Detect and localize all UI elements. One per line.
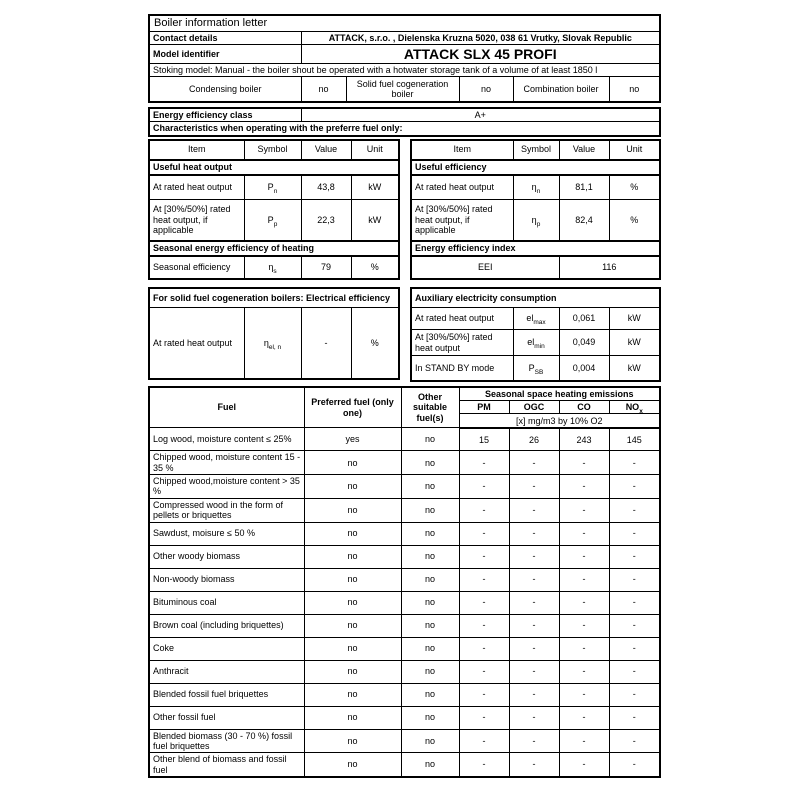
value-cell: 0,061	[559, 308, 609, 330]
fuel-value-cell: no	[401, 428, 459, 451]
data-row	[411, 175, 660, 200]
fuel-value-cell: -	[459, 729, 509, 753]
right-column	[410, 139, 659, 382]
fuel-value-cell: -	[509, 614, 559, 637]
fuel-value-cell: no	[304, 683, 401, 706]
cogeneration-boiler-label: Solid fuel cogeneration boiler	[346, 77, 459, 102]
fuel-name-cell: Blended biomass (30 - 70 %) fossil fuel briquettes	[149, 729, 304, 753]
fuel-value-cell: no	[401, 753, 459, 777]
fuel-value-cell: -	[459, 637, 509, 660]
fuel-row	[149, 614, 660, 637]
item-cell: At rated heat output	[149, 175, 244, 200]
fuel-value-cell: -	[459, 522, 509, 545]
unit-cell: kW	[609, 330, 660, 356]
fuel-value-cell: no	[304, 660, 401, 683]
unit-cell: %	[351, 308, 399, 379]
data-row	[149, 308, 399, 379]
fuel-value-cell: 243	[559, 428, 609, 451]
unit-cell: kW	[609, 308, 660, 330]
fuel-value-cell: -	[609, 475, 660, 499]
unit-cell: %	[609, 200, 660, 241]
data-row	[411, 330, 660, 356]
fuel-value-cell: -	[559, 591, 609, 614]
fuel-row	[149, 522, 660, 545]
fuel-value-cell: no	[401, 706, 459, 729]
fuel-value-cell: no	[304, 498, 401, 522]
fuel-value-cell: -	[459, 545, 509, 568]
unit-cell: %	[609, 175, 660, 200]
fuel-row	[149, 637, 660, 660]
symbol-cell: $P_{SB}$	[513, 356, 559, 381]
fuel-value-cell: -	[509, 729, 559, 753]
unit-column-header: Unit	[609, 140, 660, 160]
fuel-value-cell: -	[559, 451, 609, 475]
fuel-name-cell: Anthracit	[149, 660, 304, 683]
fuel-column-header: Fuel	[149, 387, 304, 428]
fuel-header-row	[149, 387, 660, 401]
fuel-value-cell: -	[459, 451, 509, 475]
emissions-title: Seasonal space heating emissions	[459, 387, 660, 401]
boiler-type-row	[149, 77, 660, 102]
fuel-value-cell: -	[609, 729, 660, 753]
fuel-row	[149, 545, 660, 568]
fuel-row	[149, 498, 660, 522]
symbol-cell: $\eta_p$	[513, 200, 559, 241]
electrical-efficiency-section: For solid fuel cogeneration boilers: Electrical efficiency	[149, 288, 399, 308]
model-identifier-label: Model identifier	[149, 44, 301, 63]
fuel-value-cell: -	[509, 753, 559, 777]
fuel-value-cell: -	[559, 614, 609, 637]
eei-label: EEI	[411, 256, 559, 279]
section-row	[149, 160, 399, 175]
fuel-value-cell: no	[401, 683, 459, 706]
value-column-header: Value	[559, 140, 609, 160]
fuel-value-cell: no	[304, 522, 401, 545]
title-row	[149, 15, 660, 31]
value-cell: 81,1	[559, 175, 609, 200]
fuel-value-cell: no	[304, 614, 401, 637]
fuel-value-cell: -	[559, 660, 609, 683]
fuel-value-cell: -	[509, 475, 559, 499]
fuel-row	[149, 428, 660, 451]
fuel-value-cell: no	[401, 637, 459, 660]
fuel-value-cell: -	[509, 660, 559, 683]
fuel-value-cell: -	[609, 451, 660, 475]
fuel-value-cell: -	[559, 637, 609, 660]
contact-details-value: ATTACK, s.r.o. , Dielenska Kruzna 5020, 038 61 Vrutky, Slovak Republic	[301, 31, 660, 44]
fuel-name-cell: Other woody biomass	[149, 545, 304, 568]
value-cell: 22,3	[301, 200, 351, 241]
section-row	[411, 241, 660, 256]
item-cell: Seasonal efficiency	[149, 256, 244, 279]
seasonal-efficiency-section: Seasonal energy efficiency of heating	[149, 241, 399, 256]
spacer	[410, 280, 659, 287]
symbol-cell: $\eta_s$	[244, 256, 301, 279]
fuel-value-cell: -	[609, 498, 660, 522]
fuel-value-cell: -	[609, 706, 660, 729]
fuel-value-cell: -	[559, 706, 609, 729]
data-row	[149, 256, 399, 279]
fuel-value-cell: -	[609, 568, 660, 591]
item-cell: At [30%/50%] rated heat output, if applicable	[149, 200, 244, 241]
fuel-value-cell: -	[559, 568, 609, 591]
section-row	[149, 288, 399, 308]
symbol-cell: $el_{max}$	[513, 308, 559, 330]
item-column-header: Item	[149, 140, 244, 160]
efficiency-class-row	[149, 108, 660, 122]
fuel-value-cell: -	[559, 683, 609, 706]
fuel-value-cell: no	[304, 753, 401, 777]
fuel-value-cell: -	[509, 545, 559, 568]
fuel-value-cell: no	[304, 545, 401, 568]
fuel-value-cell: no	[401, 591, 459, 614]
efficiency-class-label: Energy efficiency class	[149, 108, 301, 122]
ogc-column-header: OGC	[509, 401, 559, 414]
fuel-value-cell: -	[509, 591, 559, 614]
column-header-row	[149, 140, 399, 160]
fuel-value-cell: -	[509, 706, 559, 729]
auxiliary-consumption-section: Auxiliary electricity consumption	[411, 288, 660, 308]
item-column-header: Item	[411, 140, 513, 160]
fuel-value-cell: no	[304, 451, 401, 475]
characteristics-title-row	[149, 122, 660, 136]
fuel-value-cell: no	[401, 568, 459, 591]
contact-details-label: Contact details	[149, 31, 301, 44]
efficiency-class-value: A+	[301, 108, 660, 122]
data-row	[411, 200, 660, 241]
item-cell: At rated heat output	[411, 175, 513, 200]
fuel-value-cell: -	[559, 498, 609, 522]
model-row	[149, 44, 660, 63]
value-cell: 43,8	[301, 175, 351, 200]
value-column-header: Value	[301, 140, 351, 160]
fuel-row	[149, 451, 660, 475]
pm-column-header: PM	[459, 401, 509, 414]
value-cell: -	[301, 308, 351, 379]
fuel-value-cell: -	[609, 545, 660, 568]
fuel-value-cell: -	[459, 660, 509, 683]
eei-value: 116	[559, 256, 660, 279]
fuel-row	[149, 568, 660, 591]
combination-boiler-value: no	[609, 77, 660, 102]
fuel-value-cell: -	[509, 451, 559, 475]
left-column	[148, 139, 398, 382]
cogeneration-boiler-value: no	[459, 77, 513, 102]
fuel-row	[149, 660, 660, 683]
fuel-value-cell: -	[609, 522, 660, 545]
unit-cell: kW	[609, 356, 660, 381]
fuel-value-cell: -	[459, 753, 509, 777]
efficiency-class-table	[148, 107, 661, 137]
fuel-name-cell: Chipped wood,moisture content > 35 %	[149, 475, 304, 499]
stoking-row	[149, 64, 660, 77]
fuel-emissions-table	[148, 386, 661, 778]
fuel-value-cell: -	[459, 706, 509, 729]
preferred-fuel-column-header: Preferred fuel (only one)	[304, 387, 401, 428]
fuel-value-cell: -	[609, 753, 660, 777]
fuel-value-cell: 15	[459, 428, 509, 451]
fuel-value-cell: no	[304, 729, 401, 753]
characteristics-title: Characteristics when operating with the preferre fuel only:	[149, 122, 660, 136]
fuel-value-cell: -	[609, 591, 660, 614]
fuel-value-cell: no	[401, 498, 459, 522]
fuel-rows-body	[149, 428, 660, 777]
value-cell: 82,4	[559, 200, 609, 241]
auxiliary-consumption-table	[410, 287, 661, 382]
fuel-value-cell: -	[459, 568, 509, 591]
section-row	[411, 160, 660, 175]
fuel-value-cell: -	[459, 614, 509, 637]
fuel-name-cell: Other fossil fuel	[149, 706, 304, 729]
fuel-value-cell: -	[609, 660, 660, 683]
fuel-row	[149, 591, 660, 614]
symbol-cell: $\eta_n$	[513, 175, 559, 200]
useful-efficiency-section: Useful efficiency	[411, 160, 660, 175]
fuel-value-cell: -	[559, 475, 609, 499]
fuel-value-cell: no	[401, 660, 459, 683]
item-cell: In STAND BY mode	[411, 356, 513, 381]
nox-column-header: $NO_x$	[609, 401, 660, 414]
item-cell: At [30%/50%] rated heat output	[411, 330, 513, 356]
fuel-value-cell: no	[304, 637, 401, 660]
symbol-cell: $\eta_{el, n}$	[244, 308, 301, 379]
electrical-efficiency-table	[148, 287, 400, 380]
unit-cell: %	[351, 256, 399, 279]
fuel-value-cell: -	[459, 683, 509, 706]
fuel-name-cell: Compressed wood in the form of pellets or briquettes	[149, 498, 304, 522]
unit-cell: kW	[351, 200, 399, 241]
symbol-column-header: Symbol	[513, 140, 559, 160]
item-cell: At rated heat output	[149, 308, 244, 379]
condensing-boiler-value: no	[301, 77, 346, 102]
emissions-unit-note: [x] mg/m3 by 10% O2	[459, 414, 660, 428]
fuel-name-cell: Coke	[149, 637, 304, 660]
section-row	[149, 241, 399, 256]
fuel-value-cell: -	[509, 683, 559, 706]
fuel-value-cell: -	[559, 729, 609, 753]
value-cell: 0,049	[559, 330, 609, 356]
fuel-value-cell: no	[401, 545, 459, 568]
fuel-value-cell: -	[509, 498, 559, 522]
fuel-value-cell: -	[459, 498, 509, 522]
fuel-value-cell: no	[401, 522, 459, 545]
characteristics-columns	[148, 139, 659, 382]
value-cell: 0,004	[559, 356, 609, 381]
fuel-value-cell: -	[559, 545, 609, 568]
model-identifier-value: ATTACK SLX 45 PROFI	[301, 44, 660, 63]
fuel-value-cell: -	[609, 637, 660, 660]
fuel-value-cell: -	[459, 475, 509, 499]
fuel-row	[149, 706, 660, 729]
fuel-row	[149, 683, 660, 706]
fuel-value-cell: 26	[509, 428, 559, 451]
fuel-value-cell: -	[609, 683, 660, 706]
eei-row	[411, 256, 660, 279]
data-row	[149, 175, 399, 200]
fuel-name-cell: Non-woody biomass	[149, 568, 304, 591]
right-characteristics-table	[410, 139, 661, 280]
item-cell: At [30%/50%] rated heat output, if applicable	[411, 200, 513, 241]
stoking-model-note: Stoking model: Manual - the boiler shout be operated with a hotwater storage tank of a volume of at least 1850 l	[149, 64, 660, 77]
fuel-value-cell: -	[509, 637, 559, 660]
fuel-value-cell: no	[401, 614, 459, 637]
fuel-name-cell: Other blend of biomass and fossil fuel	[149, 753, 304, 777]
data-row	[411, 308, 660, 330]
spacer	[148, 280, 398, 287]
data-row	[149, 200, 399, 241]
useful-heat-output-section: Useful heat output	[149, 160, 399, 175]
fuel-value-cell: no	[401, 475, 459, 499]
column-header-row	[411, 140, 660, 160]
combination-boiler-label: Combination boiler	[513, 77, 609, 102]
page-title: Boiler information letter	[149, 15, 660, 31]
fuel-value-cell: -	[509, 568, 559, 591]
fuel-value-cell: no	[304, 475, 401, 499]
fuel-value-cell: no	[304, 568, 401, 591]
fuel-value-cell: no	[401, 729, 459, 753]
fuel-value-cell: no	[401, 451, 459, 475]
fuel-value-cell: no	[304, 591, 401, 614]
fuel-value-cell: -	[509, 522, 559, 545]
fuel-row	[149, 475, 660, 499]
data-row	[411, 356, 660, 381]
energy-efficiency-index-section: Energy efficiency index	[411, 241, 660, 256]
boiler-information-letter-document	[148, 14, 659, 778]
fuel-name-cell: Bituminous coal	[149, 591, 304, 614]
fuel-name-cell: Sawdust, moisure ≤ 50 %	[149, 522, 304, 545]
fuel-name-cell: Brown coal (including briquettes)	[149, 614, 304, 637]
symbol-cell: $P_p$	[244, 200, 301, 241]
fuel-value-cell: -	[559, 753, 609, 777]
unit-column-header: Unit	[351, 140, 399, 160]
fuel-row	[149, 753, 660, 777]
left-characteristics-table	[148, 139, 400, 280]
symbol-cell: $P_n$	[244, 175, 301, 200]
item-cell: At rated heat output	[411, 308, 513, 330]
fuel-name-cell: Chipped wood, moisture content 15 - 35 %	[149, 451, 304, 475]
fuel-value-cell: -	[609, 614, 660, 637]
fuel-name-cell: Log wood, moisture content ≤ 25%	[149, 428, 304, 451]
fuel-name-cell: Blended fossil fuel briquettes	[149, 683, 304, 706]
symbol-column-header: Symbol	[244, 140, 301, 160]
contact-row	[149, 31, 660, 44]
condensing-boiler-label: Condensing boiler	[149, 77, 301, 102]
fuel-value-cell: yes	[304, 428, 401, 451]
fuel-row	[149, 729, 660, 753]
fuel-value-cell: no	[304, 706, 401, 729]
unit-cell: kW	[351, 175, 399, 200]
top-info-table	[148, 14, 661, 103]
value-cell: 79	[301, 256, 351, 279]
section-row	[411, 288, 660, 308]
other-fuel-column-header: Other suitable fuel(s)	[401, 387, 459, 428]
fuel-value-cell: -	[459, 591, 509, 614]
symbol-cell: $el_{min}$	[513, 330, 559, 356]
fuel-value-cell: 145	[609, 428, 660, 451]
co-column-header: CO	[559, 401, 609, 414]
fuel-value-cell: -	[559, 522, 609, 545]
